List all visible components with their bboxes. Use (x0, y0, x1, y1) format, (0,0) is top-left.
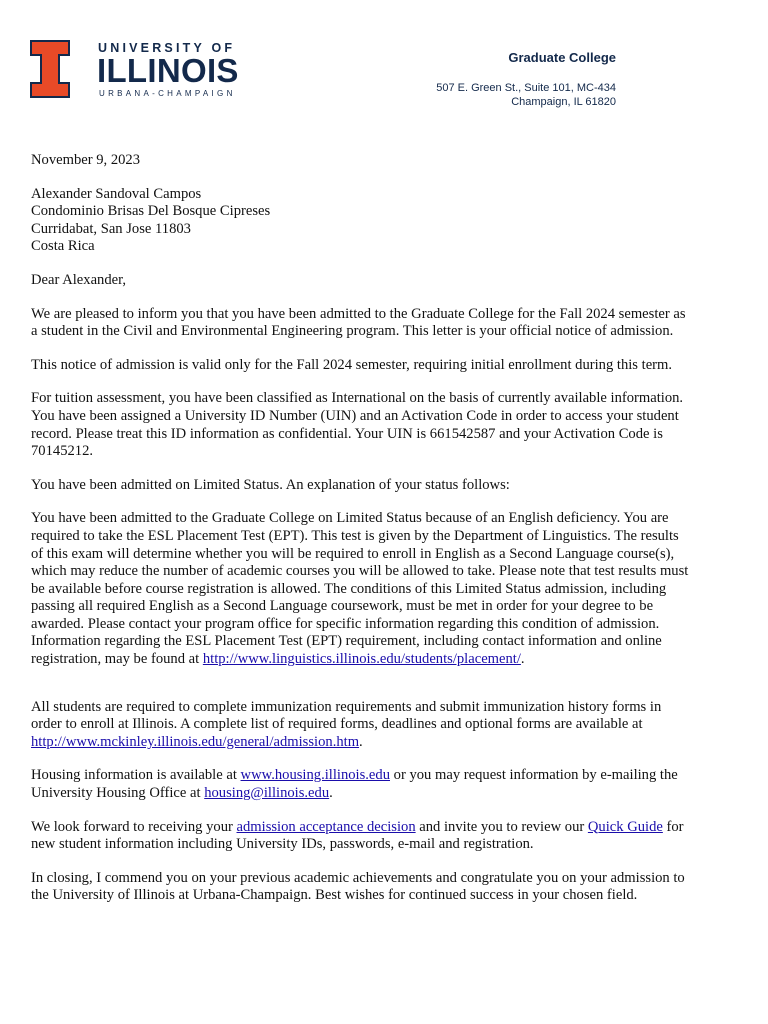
college-address (436, 82, 616, 109)
recipient-line: Alexander Sandoval Campos (31, 185, 202, 202)
logo-line-university-of: UNIVERSITY OF (98, 41, 236, 55)
paragraph-text: All students are required to complete immunization requirements and submit immunization history forms in order to enroll at Illinois. A complete list of required forms, deadlines and optional forms are available at (31, 698, 662, 733)
recipient-line: Curridabat, San Jose 11803 (31, 220, 191, 237)
paragraph-admission: We are pleased to inform you that you have been admitted to the Graduate College for the Fall 2024 semester as a student in the Civil and Environmental Engineering program. This letter is your official notice of admission. (31, 305, 686, 340)
salutation: Dear Alexander, (31, 271, 127, 288)
paragraph-english-deficiency: You have been admitted to the Graduate College on Limited Status because of an English deficiency. You are required to take the ESL Placement Test (EPT). This test is given by the Department of Linguistics. The results of this exam will determine whether you will be required to enroll in English as a Second Language course(s), which may reduce the number of academic courses you will be allowed to take. Please note that test results must be available before course registration is allowed. The conditions of this Limited Status admission, including passing all required English as a Second Language coursework, must be met in order for your degree to be awarded. Please contact your program office for specific information regarding this condition of admission. Information regarding the ESL Placement Test (EPT) requirement, including contact information and online registration, may be found at http://www.linguistics.illinois.edu/students/placement/. (31, 510, 689, 668)
paragraph-acceptance: We look forward to receiving your admission acceptance decision and invite you to review our Quick Guide for new student information including University IDs, passwords, e-mail and registration. (31, 818, 684, 853)
address-line: Champaign, IL 61820 (511, 95, 616, 108)
logo-line-urbana-champaign: URBANA-CHAMPAIGN (99, 89, 236, 98)
letter-date: November 9, 2023 (31, 152, 141, 168)
admission-acceptance-link[interactable]: admission acceptance decision (236, 818, 416, 835)
paragraph-tuition-uin: For tuition assessment, you have been classified as International on the basis of currently available information. You have been assigned a University ID Number (UIN) and an Activation Code in order to access your student record. Please treat this ID information as confidential. Your UIN is 661542587 and your Activation Code is 70145212. (31, 390, 684, 460)
paragraph-limited-status: You have been admitted on Limited Status. An explanation of your status follows: (31, 476, 510, 493)
paragraph-closing: In closing, I commend you on your previous academic achievements and congratulate you on your admission to the University of Illinois at Urbana-Champaign. Best wishes for continued success in your chosen field. (31, 869, 685, 904)
paragraph-immunization: All students are required to complete immunization requirements and submit immunization history forms in order to enroll at Illinois. A complete list of required forms, deadlines and optional forms are available at http://www.mckinley.illinois.edu/general/admission.htm. (31, 698, 662, 750)
recipient-line: Costa Rica (31, 238, 95, 255)
linguistics-placement-link[interactable]: http://www.linguistics.illinois.edu/students/placement/ (202, 651, 521, 668)
paragraph-text: You have been admitted to the Graduate College on Limited Status because of an English deficiency. You are required to take the ESL Placement Test (EPT). This test is given by the Department of Linguistics. The results of this exam will determine whether you will be required to enroll in English as a Second Language course(s), which may reduce the number of academic courses you will be allowed to take. Please note that test results must be available before course registration is allowed. The conditions of this Limited Status admission, including passing all required English as a Second Language coursework, must be met in order for your degree to be awarded. Please contact your program office for specific information regarding this condition of admission. Information regarding the ESL Placement Test (EPT) requirement, including contact information and online registration, may be found at (31, 510, 689, 668)
housing-website-link[interactable]: www.housing.illinois.edu (240, 767, 390, 784)
recipient-line: Condominio Brisas Del Bosque Cipreses (31, 203, 271, 220)
university-logo (30, 40, 250, 104)
college-name: Graduate College (508, 50, 616, 65)
quick-guide-link[interactable]: Quick Guide (587, 818, 663, 835)
letter-body (31, 152, 691, 921)
paragraph-validity: This notice of admission is valid only for the Fall 2024 semester, requiring initial enrollment during this term. (31, 356, 673, 373)
address-line: 507 E. Green St., Suite 101, MC-434 (436, 82, 616, 94)
logo-line-illinois: ILLINOIS (97, 52, 239, 89)
mckinley-admission-link[interactable]: http://www.mckinley.illinois.edu/general/admission.htm (31, 733, 360, 750)
block-i-icon (30, 40, 70, 98)
letterhead (0, 0, 768, 130)
paragraph-housing: Housing information is available at www.housing.illinois.edu or you may request information by e-mailing the University Housing Office at housing@illinois.edu. (31, 767, 678, 802)
housing-email-link[interactable]: housing@illinois.edu (204, 785, 330, 802)
recipient-address (31, 186, 691, 256)
